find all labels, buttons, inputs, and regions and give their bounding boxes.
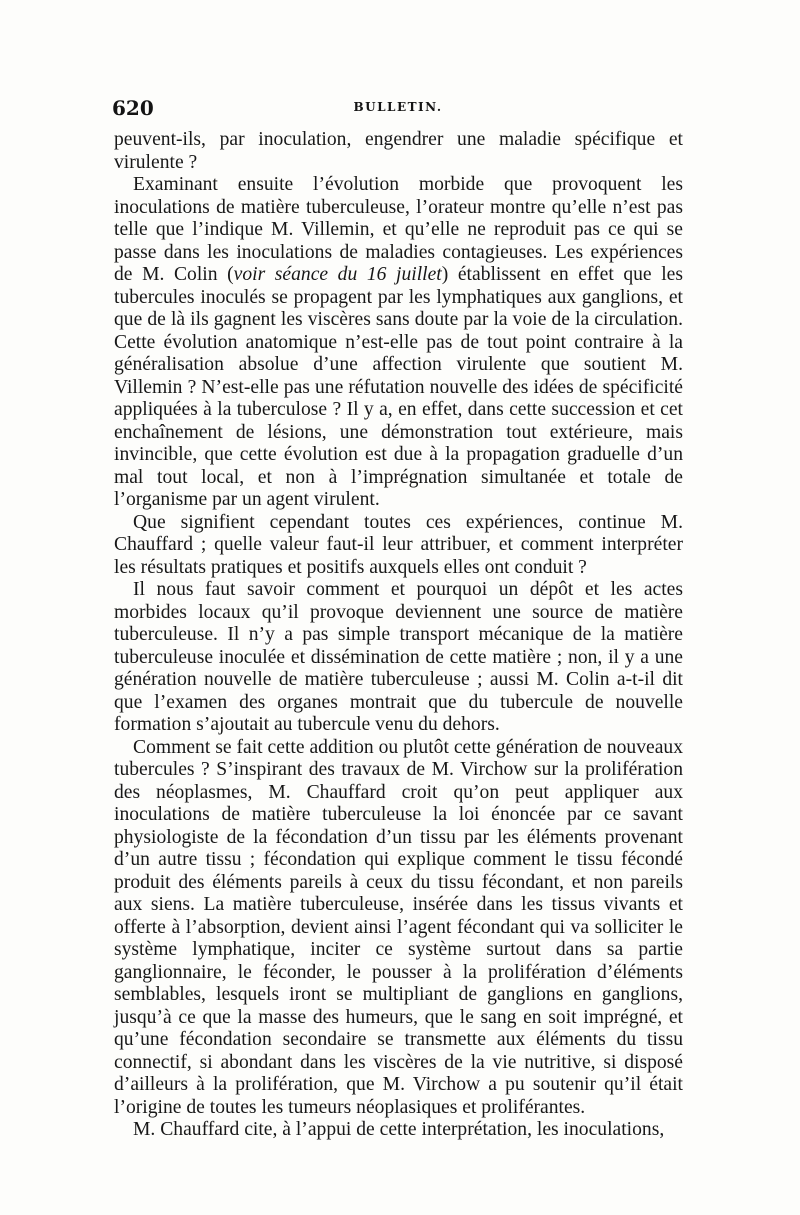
running-head: BULLETIN. xyxy=(353,100,443,114)
paragraph xyxy=(114,579,683,737)
paragraph-text: M. Chauffard cite, à l’appui de cette interprétation, les inoculations, xyxy=(133,1119,665,1140)
paragraph xyxy=(114,737,683,1120)
paragraph xyxy=(114,1119,683,1142)
paragraph-text: Examinant ensuite l’évolution morbide que provoquent les inoculations de matière tuberculeuse, l’orateur montre qu’elle n’est pas telle que l’indique M. Villemin, et qu’elle ne reproduit pas ce qui se passe dans les inoculations de maladies contagieuses. Les expériences de M. Colin ( xyxy=(114,174,683,285)
paragraph-text: peuvent-ils, par inoculation, engendrer une maladie spécifique et virulente ? xyxy=(114,129,683,173)
page-number: 620 xyxy=(112,96,154,120)
paragraph xyxy=(114,129,683,174)
page-header xyxy=(112,96,684,122)
italic-citation: voir séance du 16 juillet xyxy=(233,264,442,285)
body-text xyxy=(114,129,683,1142)
paragraph xyxy=(114,512,683,580)
paragraph-text: Il nous faut savoir comment et pourquoi un dépôt et les actes morbides locaux qu’il provoque deviennent une source de matière tuberculeuse. Il n’y a pas simple transport mécanique de la matière tuberculeuse inoculée et dissémination de cette matière ; non, il y a une génération nouvelle de matière tuberculeuse ; aussi M. Colin a-t-il dit que l’examen des organes montrait que du tubercule de nouvelle formation s’ajoutait au tubercule venu du dehors. xyxy=(114,579,683,735)
paragraph xyxy=(114,174,683,512)
paragraph-text: Que signifient cependant toutes ces expériences, continue M. Chauffard ; quelle valeur faut-il leur attribuer, et comment interpréter les résultats pratiques et positifs auxquels elles ont conduit ? xyxy=(114,511,683,578)
paragraph-text: Comment se fait cette addition ou plutôt cette génération de nouveaux tubercules ? S’inspirant des travaux de M. Virchow sur la prolifération des néoplasmes, M. Chauffard croit qu’on peut appliquer aux inoculations de matière tuberculeuse la loi énoncée par ce savant physiologiste de la fécondation d’un tissu par les éléments provenant d’un autre tissu ; fécondation qui explique comment le tissu fécondé produit des éléments pareils à ceux du tissu fécondant, et non pareils aux siens. La matière tuberculeuse, insérée dans les tissus vivants et offerte à l’absorption, devient ainsi l’agent fécondant qui va solliciter le système lymphatique, inciter ce système surtout dans sa partie ganglionnaire, le féconder, le pousser à la prolifération d’éléments semblables, lesquels iront se multipliant de ganglions en ganglions, jusqu’à ce que la masse des humeurs, que le sang en soit imprégné, et qu’une fécondation secondaire se transmette aux éléments du tissu connectif, si abondant dans les viscères de la vie nutritive, si disposé d’ailleurs à la prolifération, que M. Virchow a pu soutenir qu’il était l’origine de toutes les tumeurs néoplasiques et proliférantes. xyxy=(114,736,683,1118)
paragraph-text: ) établissent en effet que les tubercules inoculés se propagent par les lymphatiques aux ganglions, et que de là ils gagnent les viscères sans doute par la voie de la circulation. Cette évolution anatomique n’est-elle pas de tout point contraire à la généralisation absolue d’une affection virulente que soutient M. Villemin ? N’est-elle pas une réfutation nouvelle des idées de spécificité appliquées à la tuberculose ? Il y a, en effet, dans cette succession et cet enchaînement de lésions, une démonstration tout extérieure, mais invincible, que cette évolution est due à la propagation graduelle d’un mal tout local, et non à l’imprégnation simultanée et totale de l’organisme par un agent virulent. xyxy=(114,264,683,510)
